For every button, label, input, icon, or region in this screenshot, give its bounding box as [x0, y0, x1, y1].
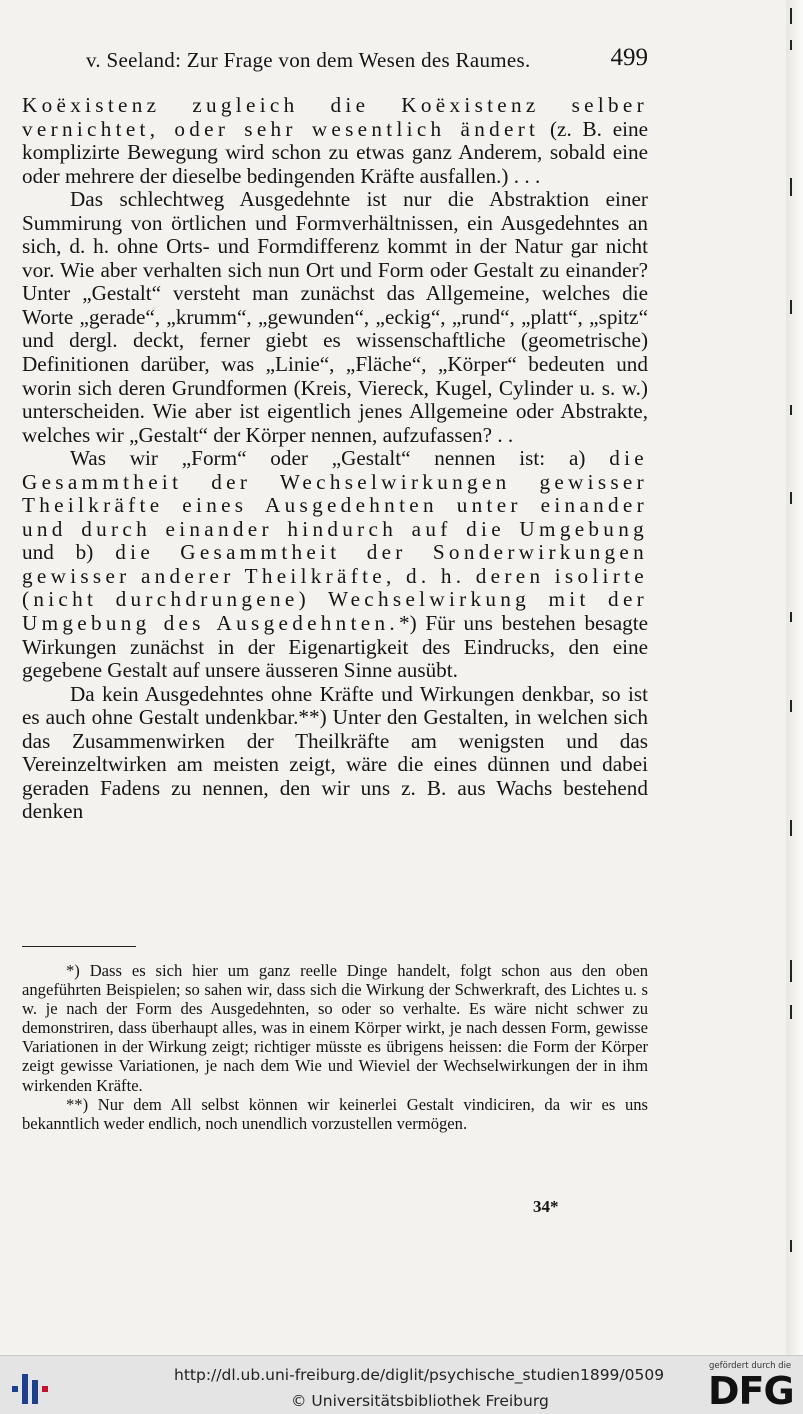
paragraph-2: Das schlechtweg Ausgedehnte ist nur die Abstraktion einer Summirung von örtlichen und Formverhältnissen, ein Ausgedehntes an sich, d. h. ohne Orts- und Formdifferenz kommt in der Natur gar nicht vor. Wie aber verhalten sich nun Ort und Form oder Gestalt zu einander? Unter „Gestalt“ versteht man zunächst das Allgemeine, welches die Worte „gerade“, „krumm“, „gewunden“, „eckig“, „rund“, „platt“, „spitz“ und dergl. deckt, ferner giebt es wissenschaftliche (geometrische) Definitionen darüber, was „Linie“, „Fläche“, „Körper“ bedeuten und worin sich deren Grundformen (Kreis, Viereck, Kugel, Cylinder u. s. w.) unterscheiden. Wie aber ist eigentlich jenes Allgemeine oder Abstrakte, welches wir „Gestalt“ der Körper nennen, aufzufassen? . .: [22, 187, 648, 447]
footnote-2: **) Nur dem All selbst können wir keinerlei Gestalt vindiciren, da wir es uns bekanntlich weder endlich, noch unendlich vorzustellen vermögen.: [22, 1094, 648, 1133]
paragraph-text: (z. B. eine komplizirte Bewegung wird schon zu etwas ganz Anderem, sobald eine oder mehrere der dieselbe bedingenden Kräfte ausfallen.) . . .: [22, 116, 648, 188]
permalink[interactable]: http://dl.ub.uni-freiburg.de/diglit/psychische_studien1899/0509: [174, 1366, 665, 1384]
university-library-freiburg-logo-icon: [6, 1366, 54, 1406]
dfg-caption: gefördert durch die: [709, 1361, 792, 1371]
running-title: v. Seeland: Zur Frage von dem Wesen des Raumes.: [86, 48, 531, 72]
spaced-emphasis: die Gesammtheit der Wechselwirkungen gewisser Theilkräfte eines Ausgedehnten unter einander und durch einander hindurch auf die Umgebung: [22, 446, 648, 541]
paragraph-3: [22, 447, 648, 682]
copyright-notice: © Universitätsbibliothek Freiburg: [291, 1392, 549, 1410]
page-number: 499: [610, 44, 648, 71]
footnote-1: *) Dass es sich hier um ganz reelle Dinge handelt, folgt schon aus den oben angeführten Beispielen; so sahen wir, dass sich die Wirkung der Schwerkraft, des Lichtes u. s w. je nach der Form des Ausgedehnten, so oder so verhalte. Es wäre nicht schwer zu demonstriren, dass überhaupt alles, was in einem Körper wirkt, je nach dessen Form, gewisse Variationen in der Wirkung zeigt; richtiger müsste es übrigens heissen: die Form der Körper zeigt gewisse Variationen, je nach dem Wie und Wieviel der Wechselwirkungen der in ihm wirkenden Kräfte.: [22, 961, 648, 1095]
viewer-footer: [0, 1355, 803, 1414]
running-header: [22, 44, 650, 76]
paragraph-mid: und b): [22, 540, 116, 565]
page-edge: [786, 0, 803, 1355]
paragraph-4: Da kein Ausgedehntes ohne Kräfte und Wirkungen denkbar, so ist es auch ohne Gestalt undenkbar.**) Unter den Gestalten, in welchen sich das Zusammenwirken der Theilkräfte am wenigsten und das Vereinzeltwirken am meisten zeigt, wäre die eines dünnen und dabei geraden Fadens zu nennen, den wir uns z. B. aus Wachs bestehend denken: [22, 681, 648, 824]
paragraph-1: [22, 94, 648, 188]
main-text: [22, 94, 648, 824]
paragraph-tail: *) Für uns bestehen besagte Wirkungen zunächst in der Eigenartigkeit des Eindrucks, den eine gegebene Gestalt auf unsere äusseren Sinne ausübt.: [22, 611, 648, 683]
footnotes: [22, 961, 648, 1133]
spaced-emphasis: die Gesammtheit der Sonderwirkungen gewisser anderer Theilkräfte, d. h. deren isolirte (nicht durchdrungene) Wechselwirkung mit der Umgebung des Ausgedehnten.: [22, 540, 648, 636]
spaced-emphasis: Koëxistenz zugleich die Koëxistenz selber vernichtet, oder sehr wesentlich ändert: [22, 93, 648, 141]
paragraph-lead: Was wir „Form“ oder „Gestalt“ nennen ist: a): [70, 446, 610, 471]
signature-mark: 34*: [533, 1197, 559, 1216]
dfg-logo: DFG: [708, 1369, 794, 1413]
footnote-rule: [22, 946, 136, 947]
